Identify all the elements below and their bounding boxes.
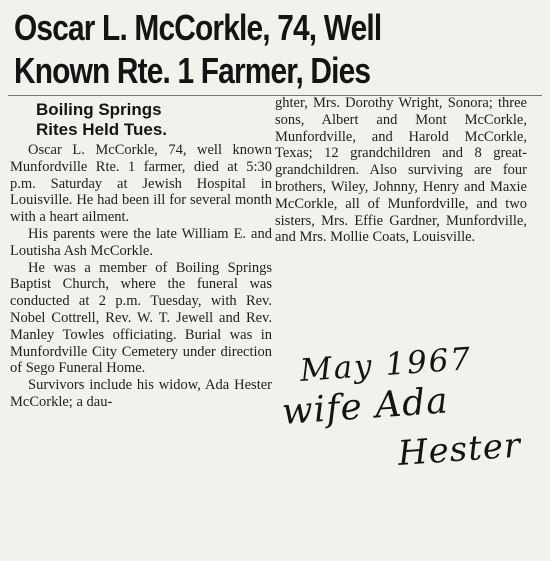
article-paragraph: Survivors include his widow, Ada Hester McCorkle; a dau- [10,377,272,410]
subheadline-line-1: Boiling Springs [36,100,162,119]
handwritten-note-line: Hester [396,425,523,474]
article-column-right [275,95,527,246]
handwritten-date: May 1967 [298,341,474,389]
article-column-left [10,95,272,411]
headline-line-1: Oscar L. McCorkle, 74, Well [14,7,382,48]
article-paragraph: His parents were the late William E. and Loutisha Ash McCorkle. [10,225,272,259]
subheadline-line-2: Rites Held Tues. [36,120,167,139]
article-continuation: ghter, Mrs. Dorothy Wright, Sonora; three sons, Albert and Mont McCorkle, Munfordville, and Harold McCorkle, Texas; 12 grandchildren and 8 great-grandchildren. Also surviving are four brothers, Wiley, Johnny, Henry and Maxie McCorkle, all of Munfordville, and two sisters, Mrs. Effie Gardner, Munfordville, and Mrs. Mollie Coats, Louisville. [275,95,527,246]
subheadline [10,100,272,140]
handwritten-note-line: wife Ada [280,380,450,433]
headline-line-2: Known Rte. 1 Farmer, Dies [14,50,371,91]
article-paragraph: He was a member of Boiling Springs Baptist Church, where the funeral was conducted at 2 p.m. Tuesday, with Rev. Nobel Cottrell, Rev. W. T. Jewell and Rev. Manley Towles officiating. Burial was in Munfordville City Cemetery under direction of Sego Funeral Home. [10,259,272,377]
article-paragraph: Oscar L. McCorkle, 74, well known Munfordville Rte. 1 farmer, died at 5:30 p.m. Saturday at Jewish Hospital in Louisville. He had been ill for several month with a heart ailment. [10,142,272,226]
